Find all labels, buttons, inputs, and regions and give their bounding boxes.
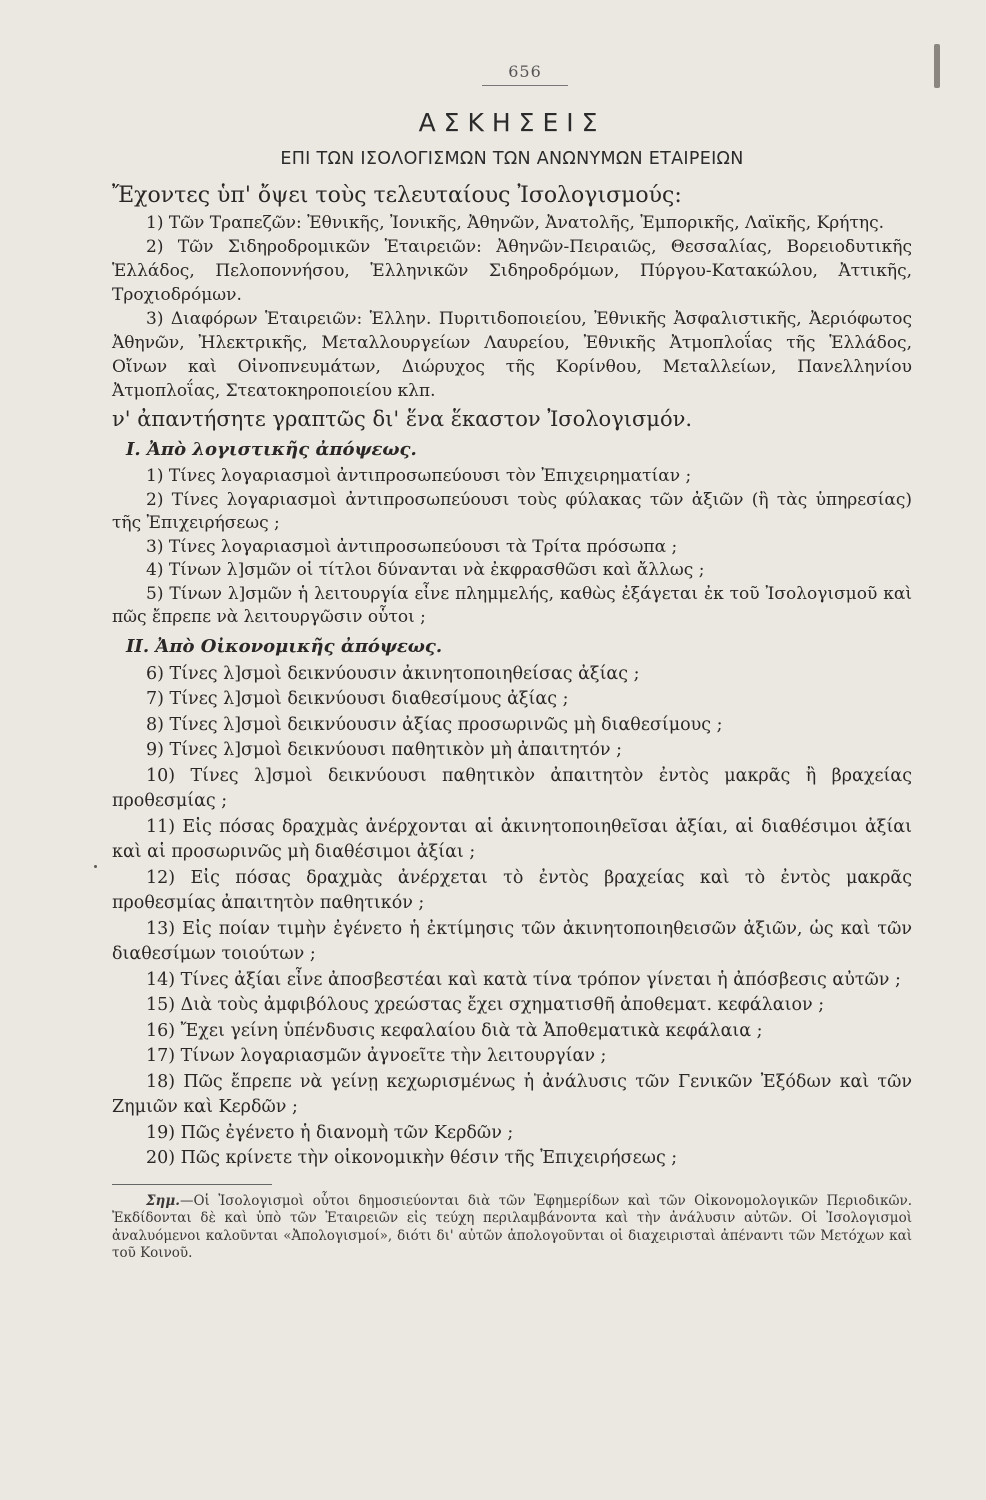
question-item: 3) Τίνες λογαριασμοὶ ἀντιπροσωπεύουσι τὰ Τρίτα πρόσωπα ; — [146, 536, 678, 557]
section-heading-economic: ΙΙ. Ἀπὸ Οἰκονομικῆς ἀπόψεως. — [126, 635, 443, 657]
question-item: 2) Τίνες λογαριασμοὶ ἀντιπροσωπεύουσι τοὺς φύλακας τῶν ἀξιῶν (ἢ τὰς ὑπηρεσίας) τῆς Ἐπιχειρήσεως ; — [112, 489, 912, 533]
paragraph-various: 3) Διαφόρων Ἑταιρειῶν: Ἑλλην. Πυριτιδοποιείου, Ἐθνικῆς Ἀσφαλιστικῆς, Ἀεριόφωτος Ἀθηνῶν, Ἠλεκτρικῆς, Μεταλλουργείων Λαυρείου, Ἐθνικῆς Ἀτμοπλοΐας τῆς Ἑλλάδος, Οἴνων καὶ Οἰνοπνευμάτων, Διώρυχος τῆς Κορίνθου, Μεταλλείων, Πανελληνίου Ἀτμοπλοΐας, Στεατοκηροποιείου κλπ. — [112, 309, 912, 401]
paragraph-banks: 1) Τῶν Τραπεζῶν: Ἐθνικῆς, Ἰονικῆς, Ἀθηνῶν, Ἀνατολῆς, Ἐμπορικῆς, Λαϊκῆς, Κρήτης. — [146, 213, 884, 233]
question-item: 19) Πῶς ἐγένετο ἡ διανομὴ τῶν Κερδῶν ; — [146, 1122, 514, 1143]
footnote — [112, 1193, 912, 1263]
intro-text: Ἔχοντες ὑπ' ὄψει τοὺς τελευταίους Ἰσολογισμούς: — [112, 183, 682, 208]
question-item: 10) Τίνες λ]σμοὶ δεικνύουσι παθητικὸν ἀπαιτητὸν ἐντὸς μακρᾶς ἢ βραχείας προθεσμίας ; — [112, 765, 912, 811]
section-heading-accounting: Ι. Ἀπὸ λογιστικῆς ἀπόψεως. — [126, 439, 417, 460]
question-item: 17) Τίνων λογαριασμῶν ἀγνοεῖτε τὴν λειτουργίαν ; — [146, 1046, 607, 1066]
page-title: ΑΣΚΗΣΕΙΣ — [418, 108, 606, 137]
question-item: 11) Εἰς πόσας δραχμὰς ἀνέρχονται αἱ ἀκινητοποιηθεῖσαι ἀξίαι, αἱ διαθέσιμοι ἀξίαι καὶ αἱ προσωρινῶς μὴ διαθέσιμοι ἀξίαι ; — [112, 816, 912, 862]
page-number-rule — [482, 85, 568, 86]
margin-dot — [94, 865, 97, 868]
question-item: 5) Τίνων λ]σμῶν ἡ λειτουργία εἶνε πλημμελής, καθὼς ἐξάγεται ἐκ τοῦ Ἰσολογισμοῦ καὶ πῶς ἔπρεπε νὰ λειτουργῶσιν οὗτοι ; — [112, 583, 912, 627]
question-item: 14) Τίνες ἀξίαι εἶνε ἀποσβεστέαι καὶ κατὰ τίνα τρόπον γίνεται ἡ ἀπόσβεσις αὐτῶν ; — [146, 969, 901, 990]
footnote-text: —Οἱ Ἰσολογισμοὶ οὗτοι δημοσιεύονται διὰ τῶν Ἐφημερίδων καὶ τῶν Οἰκονομολογικῶν Περιοδικῶν. Ἐκδίδονται δὲ καὶ ὑπὸ τῶν Ἑταιρειῶν εἰς τεύχη περιλαμβάνοντα καὶ τὴν ἀνάλυσιν αὐτῶν. Οἱ Ἰσολογισμοὶ ἀναλυόμενοι καλοῦνται «Ἀπολογισμοί», διότι δι' αὐτῶν ἀπολογοῦνται οἱ διαχειρισταὶ ἀπέναντι τῶν Μετόχων καὶ τοῦ Κοινοῦ. — [112, 1192, 912, 1261]
page-subtitle: ΕΠΙ ΤΩΝ ΙΣΟΛΟΓΙΣΜΩΝ ΤΩΝ ΑΝΩΝΥΜΩΝ ΕΤΑΙΡΕΙΩΝ — [280, 149, 744, 169]
question-item: 18) Πῶς ἔπρεπε νὰ γείνῃ κεχωρισμένως ἡ ἀνάλυσις τῶν Γενικῶν Ἐξόδων καὶ τῶν Ζημιῶν καὶ Κερδῶν ; — [112, 1071, 912, 1117]
question-item: 20) Πῶς κρίνετε τὴν οἰκονομικὴν θέσιν τῆς Ἐπιχειρήσεως ; — [146, 1148, 678, 1168]
accounting-questions — [112, 465, 912, 630]
closing-instruction: ν' ἀπαντήσητε γραπτῶς δι' ἕνα ἕκαστον Ἰσολογισμόν. — [112, 407, 693, 431]
question-item: 13) Εἰς ποίαν τιμὴν ἐγένετο ἡ ἐκτίμησις τῶν ἀκινητοποιηθεισῶν ἀξιῶν, ὡς καὶ τῶν διαθεσίμων τοιούτων ; — [112, 918, 912, 964]
question-item: 6) Τίνες λ]σμοὶ δεικνύουσιν ἀκινητοποιηθείσας ἀξίας ; — [146, 663, 640, 684]
question-item: 7) Τίνες λ]σμοὶ δεικνύουσι διαθεσίμους ἀξίας ; — [146, 689, 569, 709]
margin-mark — [934, 44, 940, 88]
question-item: 16) Ἔχει γείνη ὑπένδυσις κεφαλαίου διὰ τὰ Ἀποθεματικὰ κεφάλαια ; — [146, 1020, 763, 1041]
question-item: 8) Τίνες λ]σμοὶ δεικνύουσιν ἀξίας προσωρινῶς μὴ διαθεσίμους ; — [146, 714, 723, 735]
question-item: 1) Τίνες λογαριασμοὶ ἀντιπροσωπεύουσι τὸν Ἐπιχειρηματίαν ; — [146, 466, 692, 486]
question-item: 9) Τίνες λ]σμοὶ δεικνύουσι παθητικὸν μὴ ἀπαιτητόν ; — [146, 740, 623, 760]
economic-questions — [112, 662, 912, 1172]
page — [112, 62, 912, 1263]
question-item: 15) Διὰ τοὺς ἀμφιβόλους χρεώστας ἔχει σχηματισθῆ ἀποθεματ. κεφάλαιον ; — [146, 995, 825, 1015]
question-item: 12) Εἰς πόσας δραχμὰς ἀνέρχεται τὸ ἐντὸς βραχείας καὶ τὸ ἐντὸς μακρᾶς προθεσμίας ἀπαιτητὸν παθητικόν ; — [112, 867, 912, 913]
page-number: 656 — [508, 62, 542, 81]
footnote-label: Σημ. — [146, 1192, 180, 1209]
question-item: 4) Τίνων λ]σμῶν οἱ τίτλοι δύνανται νὰ ἐκφρασθῶσι καὶ ἄλλως ; — [146, 560, 705, 580]
footnote-rule — [112, 1184, 272, 1185]
paragraph-railways: 2) Τῶν Σιδηροδρομικῶν Ἑταιρειῶν: Ἀθηνῶν-Πειραιῶς, Θεσσαλίας, Βορειοδυτικῆς Ἑλλάδος, Πελοποννήσου, Ἑλληνικῶν Σιδηροδρόμων, Πύργου-Κατακώλου, Ἀττικῆς, Τροχιοδρόμων. — [112, 237, 912, 305]
